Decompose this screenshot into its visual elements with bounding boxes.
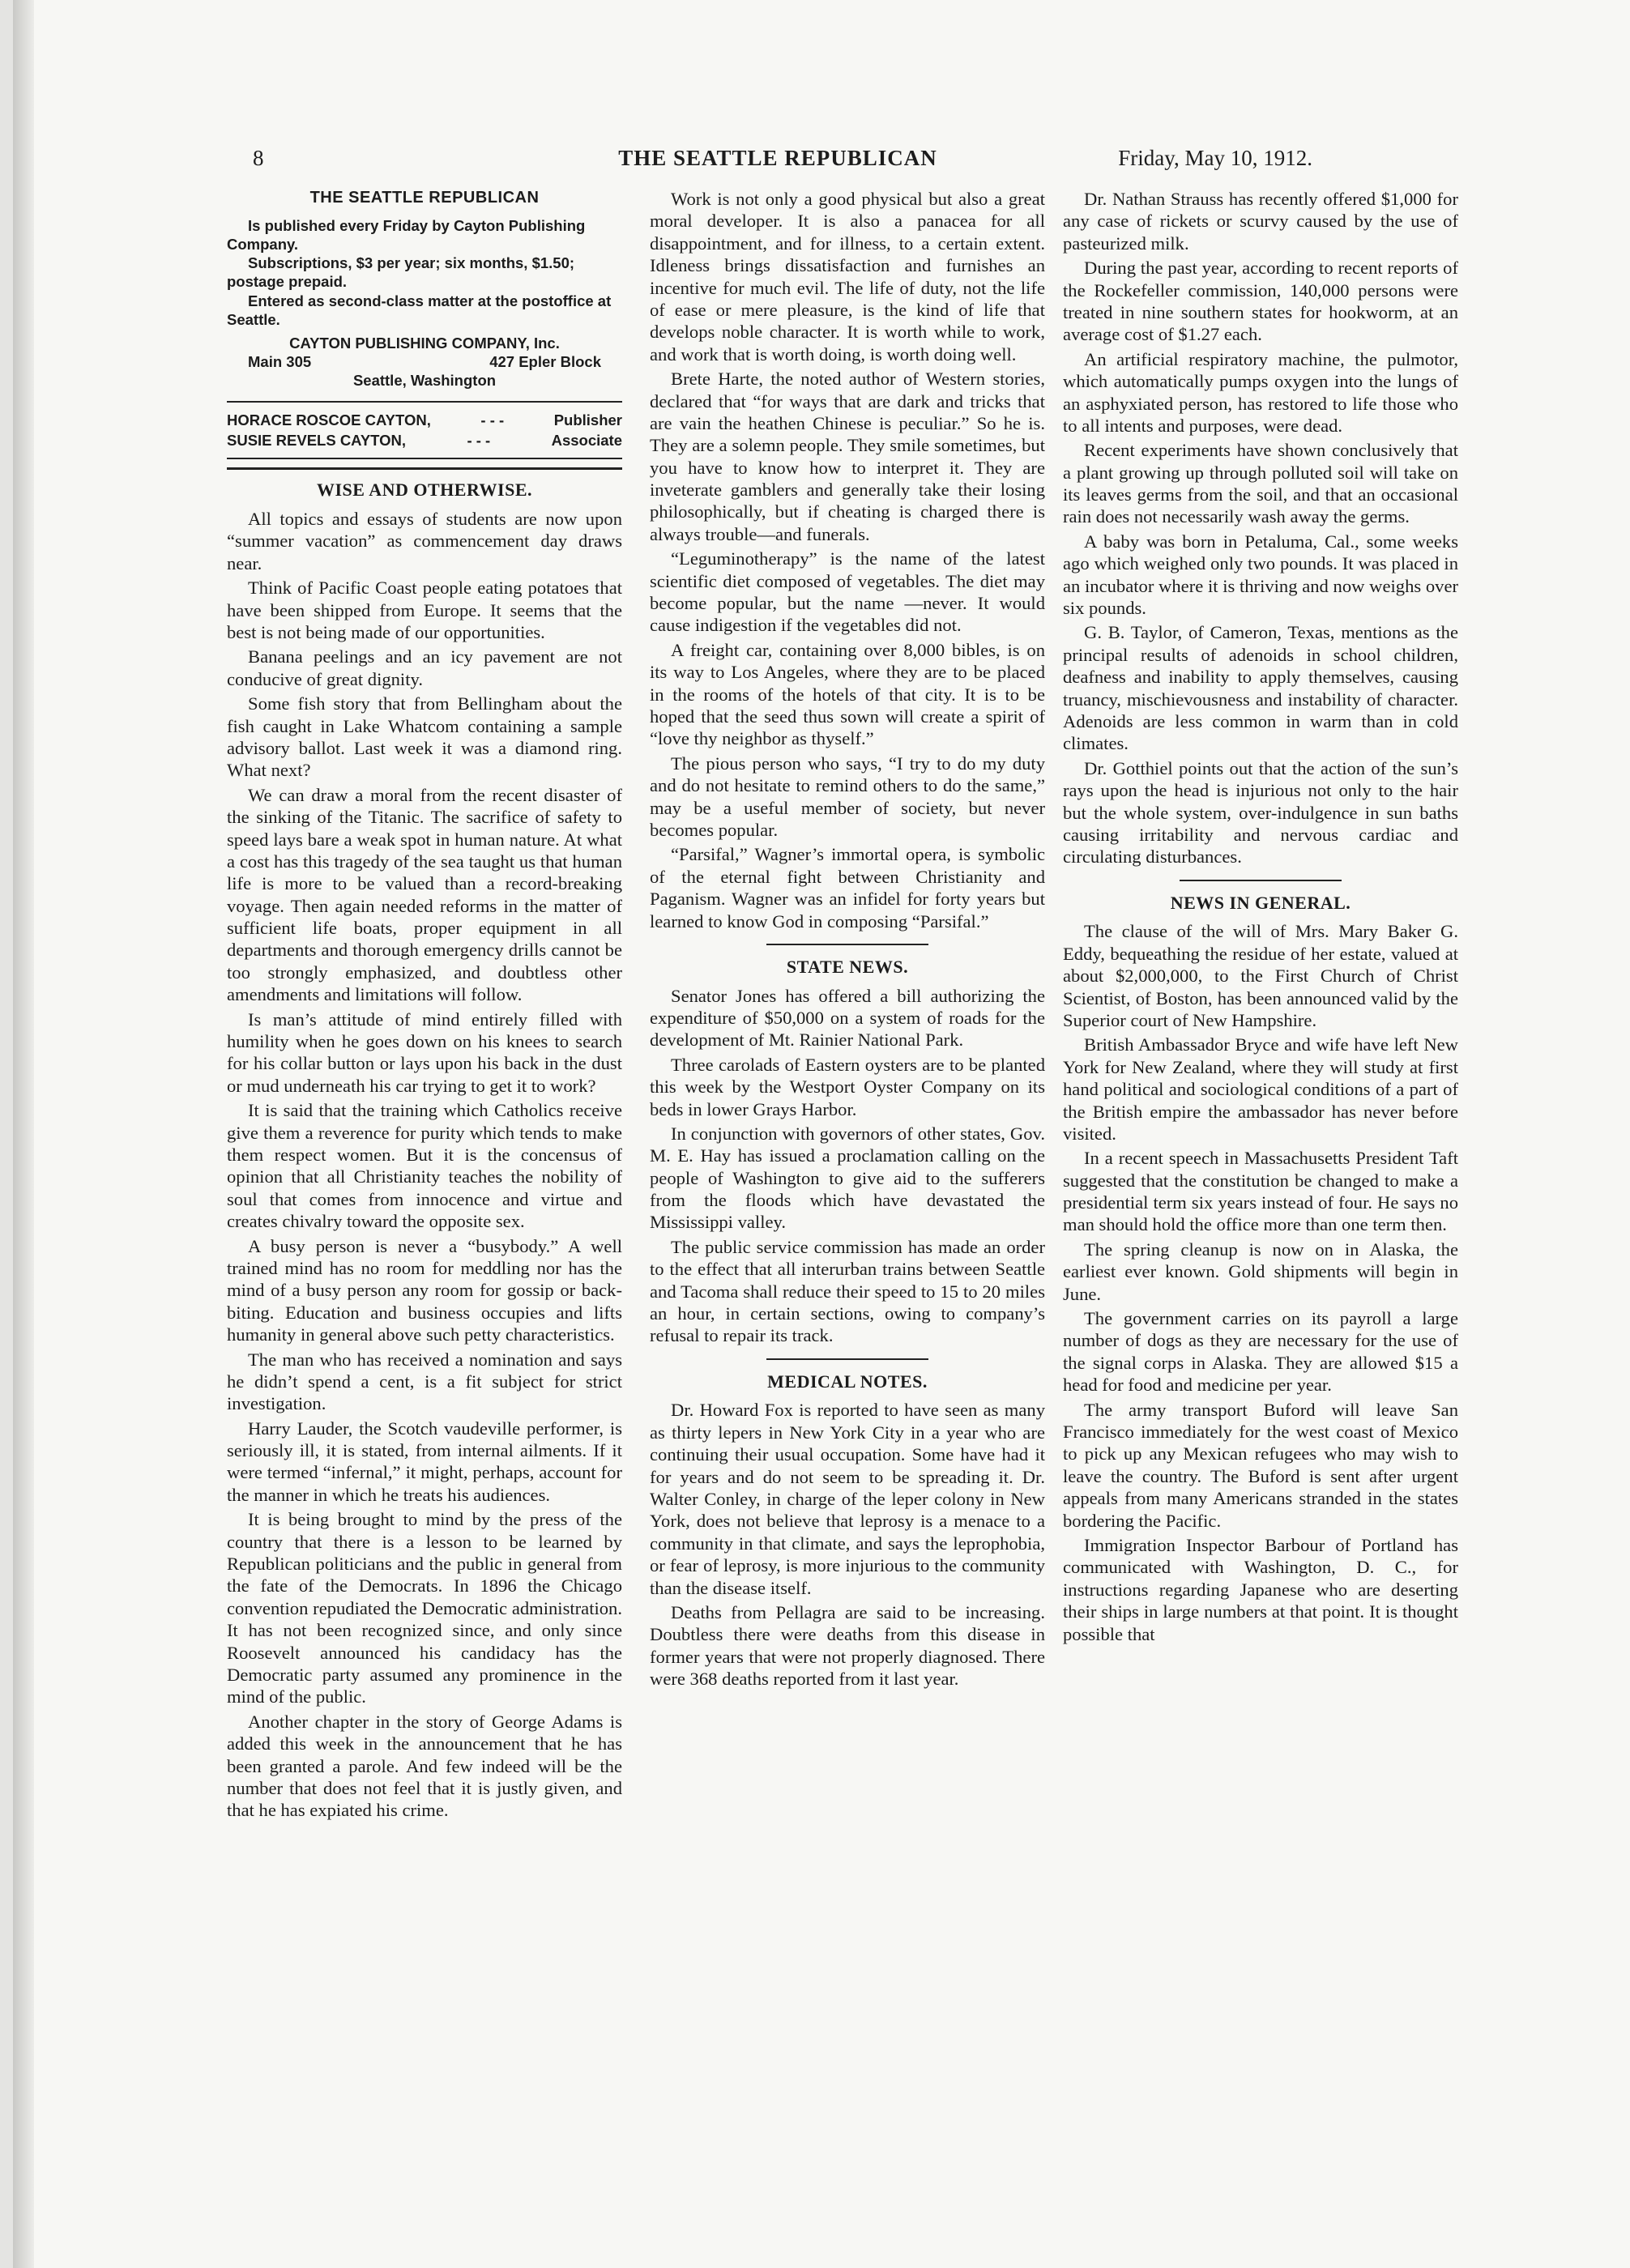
paragraph: The man who has received a nomination and says he didn’t spend a cent, is a fit subject for strict investigation. xyxy=(227,1349,622,1414)
staff-row xyxy=(227,411,622,429)
paragraph: A freight car, containing over 8,000 bibles, is on its way to Los Angeles, where they are to be placed in the rooms of the hotels of that city. It is to be hoped that the seed thus sown will create a spirit of “love thy neighbor as thyself.” xyxy=(650,639,1045,749)
paragraph: Banana peelings and an icy pavement are not conducive of great dignity. xyxy=(227,646,622,689)
masthead-address: 427 Epler Block xyxy=(489,352,601,370)
paragraph: All topics and essays of students are now upon “summer vacation” as commencement day draws near. xyxy=(227,509,622,573)
staff-role: Associate xyxy=(551,432,622,450)
paragraph: Dr. Nathan Strauss has recently offered $1,000 for any case of rickets or scurvy caused by the use of pasteurized milk. xyxy=(1063,189,1458,254)
masthead-company: CAYTON PUBLISHING COMPANY, Inc. xyxy=(289,334,560,352)
paragraph: “Leguminotherapy” is the name of the latest scientific diet composed of vegetables. The diet may become popular, but the name —never. It would cause indigestion if the vegetables did not. xyxy=(650,548,1045,636)
paragraph: Dr. Howard Fox is reported to have seen as many as thirty lepers in New York City in a year who are continuing their usual occupation. Some have had it for years and do not seem to be spreading it. Dr. Walter Conley, in charge of the leper colony in New York, does not believe that leprosy is a menace to a community in that climate, and says the leprophobia, or fear of leprosy, is more injurious to the community than the disease itself. xyxy=(650,1400,1045,1598)
paragraph: It is being brought to mind by the press of the country that there is a lesson to be learned by Republican politicians and the public in general from the fate of the Democrats. In 1896 the Chicago convention repudiated the Democratic administration. It has not been recognized since, and only since Roosevelt announced his candidacy has the Democratic party assumed any prominence in the mind of the public. xyxy=(227,1509,622,1707)
paragraph: G. B. Taylor, of Cameron, Texas, mentions as the principal results of adenoids in school children, deafness and inability to apply themselves, causing truancy, mischievousness and instability of character. Adenoids are less common in warm than in cold climates. xyxy=(1063,622,1458,754)
paragraph: Senator Jones has offered a bill authorizing the expenditure of $50,000 on a system of roads for the development of Mt. Rainier National Park. xyxy=(650,985,1045,1051)
paragraph: Brete Harte, the noted author of Western stories, declared that “for ways that are dark and tricks that are vain the heathen Chinese is peculiar.” So he is. They are a solemn people. They smile sometimes, but you have to know how to interpret it. They are inveterate gamblers and generally take their losing philosophically, but if cheating is charged there is always trouble—and funerals. xyxy=(650,369,1045,544)
paragraph: During the past year, according to recent reports of the Rockefeller commission, 140,000 persons were treated in nine southern states for hookworm, at an average cost of $1.27 each. xyxy=(1063,258,1458,345)
paragraph: “Parsifal,” Wagner’s immortal opera, is symbolic of the eternal fight between Christianity and Paganism. Wagner was an infidel for forty years but learned to know God in composing “Parsifal.” xyxy=(650,844,1045,932)
masthead xyxy=(227,188,622,459)
paragraph: A busy person is never a “busybody.” A well trained mind has no room for meddling nor has the mind of a busy person any room for gossip or back-biting. Education and business occupies and lifts humanity in general above such petty characteristics. xyxy=(227,1235,622,1345)
column-3 xyxy=(1063,188,1458,2213)
paragraph: Dr. Gotthiel points out that the action of the sun’s rays upon the head is injurious not only to the hair but the whole system, over-indulgence in sun baths causing irritability and nervous cardiac and circulating disturbances. xyxy=(1063,757,1458,868)
staff-box xyxy=(227,401,622,459)
staff-dashes: - - - xyxy=(480,411,505,429)
column-2 xyxy=(650,188,1045,2213)
staff-dashes: - - - xyxy=(467,432,491,450)
column-1 xyxy=(227,188,622,2213)
paragraph: British Ambassador Bryce and wife have left New York for New Zealand, where they will study at first hand political and sociological conditions of a part of the British empire the ambassador has never before visited. xyxy=(1063,1034,1458,1144)
paragraph: Deaths from Pellagra are said to be increasing. Doubtless there were deaths from this disease in former years that were not properly diagnosed. There were 368 deaths reported from it last year. xyxy=(650,1602,1045,1690)
paragraph: An artificial respiratory machine, the pulmotor, which automatically pumps oxygen into the lungs of an asphyxiated person, has restored to life those who to all intents and purposes, were dead. xyxy=(1063,348,1458,436)
paragraph: The government carries on its payroll a large number of dogs as they are necessary for the use of the signal corps in Alaska. They are allowed $15 a head for food and medicine per year. xyxy=(1063,1308,1458,1396)
issue-date: Friday, May 10, 1912. xyxy=(1118,146,1312,170)
paragraph: Is man’s attitude of mind entirely filled with humility when he goes down on his knees to search for his collar button or lays upon his back in the dust or mud underneath his car trying to get it to work? xyxy=(227,1008,622,1096)
masthead-subscriptions: Subscriptions, $3 per year; six months, $1.50; postage prepaid. xyxy=(227,254,575,291)
staff-name: HORACE ROSCOE CAYTON, xyxy=(227,411,431,429)
section-rule xyxy=(1180,880,1342,881)
paragraph: The pious person who says, “I try to do my duty and do not hesitate to remind others to do the same,” may be a useful member of society, but never becomes popular. xyxy=(650,752,1045,840)
paragraph: Harry Lauder, the Scotch vaudeville performer, is seriously ill, it is stated, from internal ailments. If it were termed “infernal,” it might, perhaps, account for the manner in which he treats his audiences. xyxy=(227,1418,622,1505)
section-heading-state: STATE NEWS. xyxy=(786,956,909,977)
section-rule xyxy=(766,1358,928,1360)
paragraph: Recent experiments have shown conclusively that a plant growing up through polluted soil will take on its leaves germs from the soil, and that an occasional rain does not necessarily wash away the germs. xyxy=(1063,440,1458,527)
paragraph: Immigration Inspector Barbour of Portland has communicated with Washington, D. C., for instructions regarding Japanese who are deserting their ships in large numbers at that point. It is thought possible that xyxy=(1063,1534,1458,1644)
masthead-title: THE SEATTLE REPUBLICAN xyxy=(309,189,540,207)
staff-name: SUSIE REVELS CAYTON, xyxy=(227,432,407,450)
section-heading-general: NEWS IN GENERAL. xyxy=(1170,892,1351,913)
paragraph: Another chapter in the story of George Adams is added this week in the announcement that he has been granted a parole. And few indeed will be the number that does not feel that it is justly given, and that he has expiated his crime. xyxy=(227,1711,622,1821)
masthead-city: Seattle, Washington xyxy=(352,372,497,389)
paragraph: Think of Pacific Coast people eating potatoes that have been shipped from Europe. It seems that the best is not being made of our opportunities. xyxy=(227,578,622,642)
section-rule xyxy=(766,944,928,945)
masthead-entered: Entered as second-class matter at the postoffice at Seattle. xyxy=(227,292,612,328)
page-number: 8 xyxy=(253,146,264,170)
masthead-published: Is published every Friday by Cayton Publishing Company. xyxy=(227,217,586,254)
paragraph: Some fish story that from Bellingham about the fish caught in Lake Whatcom containing a sample advisory ballot. Last week it was a diamond ring. What next? xyxy=(227,693,622,781)
section-heading-wise: WISE AND OTHERWISE. xyxy=(316,480,533,501)
paragraph: In a recent speech in Massachusetts President Taft suggested that the constitution be changed to make a presidential term six years instead of four. He says no man should hold the office more than one term then. xyxy=(1063,1148,1458,1235)
paragraph: The spring cleanup is now on in Alaska, the earliest ever known. Gold shipments will begin in June. xyxy=(1063,1238,1458,1304)
paragraph: Three carolads of Eastern oysters are to be planted this week by the Westport Oyster Company on its beds in lower Grays Harbor. xyxy=(650,1054,1045,1119)
section-heading-medical: MEDICAL NOTES. xyxy=(767,1371,928,1392)
section-rule xyxy=(227,467,622,470)
masthead-phone: Main 305 xyxy=(248,352,312,370)
newspaper-title: THE SEATTLE REPUBLICAN xyxy=(618,146,937,170)
paragraph: A baby was born in Petaluma, Cal., some weeks ago which weighed only two pounds. It was placed in an incubator where it is thriving and now weighs over six pounds. xyxy=(1063,531,1458,619)
staff-row xyxy=(227,431,622,450)
paragraph: The clause of the will of Mrs. Mary Baker G. Eddy, bequeathing the residue of her estate, valued at about $2,000,000, to the First Church of Christ Scientist, of Boston, has been announced valid by the Superior court of New Hampshire. xyxy=(1063,921,1458,1030)
masthead-contact xyxy=(227,352,622,371)
paragraph: It is said that the training which Catholics receive give them a reverence for purity which tends to make them respect women. But it is the concensus of opinion that all Christianity teaches the nobility of soul that comes from innocence and virtue and creates chivalry toward the opposite sex. xyxy=(227,1100,622,1232)
paragraph: Work is not only a good physical but also a great moral developer. It is also a panacea for all disappointment, and for illness, to a certain extent. Idleness brings dissatisfaction and furnishes an incentive for much evil. The life of duty, not the life of ease or mere pleasure, is the kind of life that develops noble character. It is worth while to work, and work that is worth doing, is worth doing well. xyxy=(650,189,1045,364)
paragraph: The army transport Buford will leave San Francisco immediately for the west coast of Mexico to pick up any Mexican refugees who may wish to leave the country. The Buford is sent after urgent appeals from many Americans stranded in the states bordering the Pacific. xyxy=(1063,1399,1458,1531)
staff-role: Publisher xyxy=(553,411,622,429)
page-header xyxy=(243,146,1312,178)
paragraph: In conjunction with governors of other states, Gov. M. E. Hay has issued a proclamation calling on the people of Washington to give aid to the sufferers from the floods which have devastated the Mississippi valley. xyxy=(650,1123,1045,1233)
page-edge-shadow xyxy=(13,0,34,2268)
paragraph: The public service commission has made an order to the effect that all interurban trains between Seattle and Tacoma shall reduce their speed to 15 to 20 miles an hour, in certain sections, owing to company’s refusal to repair its track. xyxy=(650,1236,1045,1346)
paragraph: We can draw a moral from the recent disaster of the sinking of the Titanic. The sacrifice of safety to speed lays bare a weak spot in human nature. At what a cost has this tragedy of the sea taught us that human life is more to be valued than a record-breaking voyage. Then again needed reforms in the matter of sufficient life boats, proper equipment in all departments and thorough emergency drills cannot be too strongly emphasized, and doubtless other amendments and limitations will follow. xyxy=(227,784,622,1005)
